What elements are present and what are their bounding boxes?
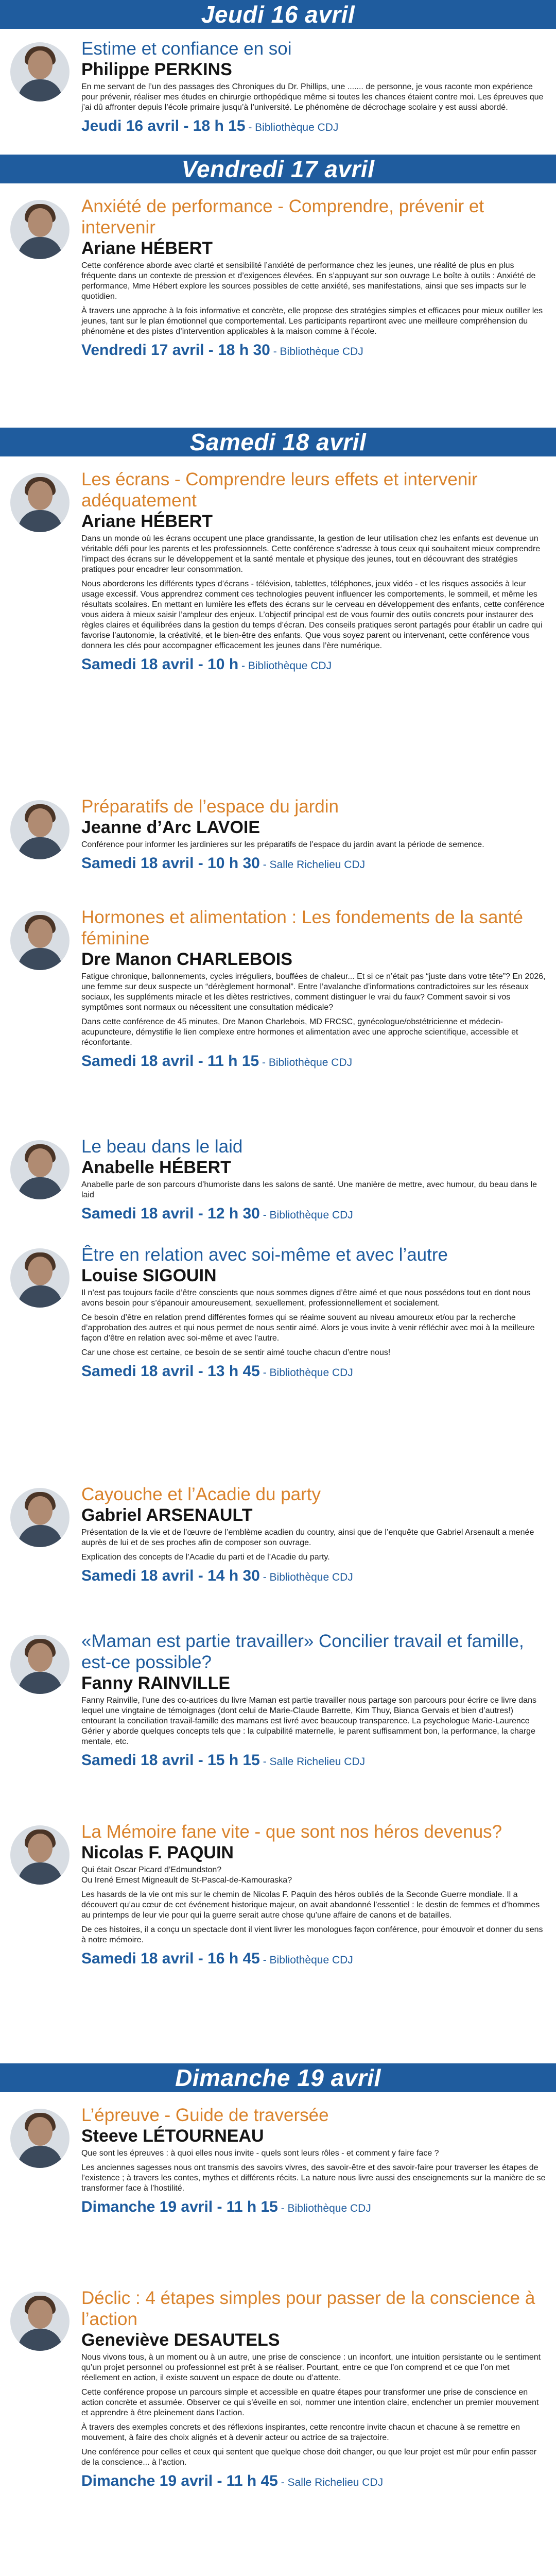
event-datetime: Dimanche 19 avril - 11 h 45 - Salle Richelieu CDJ <box>81 2472 384 2489</box>
event-location: - Bibliothèque CDJ <box>277 2202 371 2214</box>
event-location: - Bibliothèque CDJ <box>245 122 339 133</box>
speaker-photo <box>10 1825 70 1885</box>
speaker-name: Nicolas F. PAQUIN <box>81 1843 234 1862</box>
event-datetime: Jeudi 16 avril - 18 h 15 - Bibliothèque CDJ <box>81 117 339 134</box>
speaker-name: Geneviève DESAUTELS <box>81 2330 280 2350</box>
event-card <box>10 1484 546 1618</box>
event-card <box>10 469 546 783</box>
speaker-name: Gabriel ARSENAULT <box>81 1505 253 1525</box>
event-description: Cette conférence aborde avec clarté et sensibilité l’anxiété de performance chez les jeunes, une réalité de plus en plus fréquente dans un contexte de pression et d’exigences élevées. En s’appuyant sur son ouvrage Le boîte à outils : Anxiété de performance, Mme Hébert explore les sources possibles de cette anxiété, ses manifestations, ainsi que ses impacts sur le quotidien. À travers une approche à la fois informative et concrète, elle propose des stratégies simples et efficaces pour mieux outiller les jeunes, tant sur le plan émotionnel que comportemental. Les participants repartiront avec une meilleure compréhension du phénomène et des pistes d’intervention applicables à la maison comme à l’école. <box>81 261 543 336</box>
event-title: «Maman est partie travailler» Concilier travail et famille, est-ce possible? <box>81 1631 524 1672</box>
event-description: Conférence pour informer les jardinieres sur les préparatifs de l’espace du jardin avant la période de semence. <box>81 840 484 849</box>
speaker-photo <box>10 2109 70 2168</box>
speaker-photo <box>10 1248 70 1308</box>
event-description: Anabelle parle de son parcours d’humoriste dans les salons de santé. Une manière de mettre, avec humour, du beau dans le laid <box>81 1180 537 1199</box>
speaker-photo <box>10 1635 70 1694</box>
speaker-photo <box>10 1488 70 1547</box>
event-datetime: Samedi 18 avril - 14 h 30 - Bibliothèque CDJ <box>81 1567 353 1584</box>
event-datetime: Samedi 18 avril - 16 h 45 - Bibliothèque CDJ <box>81 1950 353 1967</box>
event-card <box>10 2287 546 2576</box>
speaker-name: Fanny RAINVILLE <box>81 1673 231 1693</box>
event-location: - Salle Richelieu CDJ <box>259 859 366 871</box>
event-datetime: Samedi 18 avril - 13 h 45 - Bibliothèque CDJ <box>81 1363 353 1380</box>
event-datetime: Samedi 18 avril - 10 h 30 - Salle Richelieu CDJ <box>81 855 366 872</box>
event-description: Dans un monde où les écrans occupent une place grandissante, la gestion de leur utilisation chez les enfants est devenue un véritable défi pour les parents et les professionnels. Cette conférence s’adresse à tous ceux qui souhaitent mieux comprendre l’impact des écrans sur le développement et la santé mentale et physique des jeunes, tout en découvrant des stratégies pratiques pour encadrer leur consommation. Nous aborderons les différents types d’écrans - télévision, tablettes, téléphones, jeux vidéo - et les risques associés à leur usage excessif. Vous apprendrez comment ces technologies peuvent influencer les comportements, le sommeil, et même les résultats scolaires. En mettant en lumière les effets des écrans sur le cerveau en développement des enfants, cette conférence vous aidera à mieux saisir l’ampleur des enjeux. L’objectif principal est de vous fournir des outils concrets pour instaurer des règles claires et équilibrées dans la gestion du temps d’écran. Des conseils pratiques seront partagés pour établir un cadre qui favorise l’autonomie, la créativité, et le bien-être des enfants. Que vous soyez parent ou intervenant, cette conférence vous donnera les clés pour accompagner efficacement les jeunes dans l’ère numérique. <box>81 534 545 650</box>
day-banner <box>0 0 556 29</box>
speaker-name: Philippe PERKINS <box>81 60 232 79</box>
speaker-name: Louise SIGOUIN <box>81 1266 217 1285</box>
day-banner <box>0 155 556 183</box>
event-datetime: Samedi 18 avril - 12 h 30 - Bibliothèque CDJ <box>81 1205 353 1222</box>
event-title: Estime et confiance en soi <box>81 39 292 59</box>
day-title: Samedi 18 avril <box>189 429 367 455</box>
event-datetime: Samedi 18 avril - 11 h 15 - Bibliothèque CDJ <box>81 1053 353 1070</box>
event-card <box>10 1631 546 1808</box>
event-title: Déclic : 4 étapes simples pour passer de la conscience à l’action <box>81 2288 535 2329</box>
day-banner <box>0 2063 556 2092</box>
speaker-photo <box>10 42 70 101</box>
event-description: Fanny Rainville, l’une des co-autrices du livre Maman est partie travailler nous partage son parcours pour écrire ce livre dans lequel une vingtaine de témoignages (dont celui de Marie-Claude Barrette, Kim Thuy, Bianca Gervais et bien d’autres!) entourant la conciliation travail-famille des mamans est livré avec beaucoup transparence. La psychologue Marie-Laurence Gérier y aborde quelques concepts tels que : la culpabilité maternelle, le parent suffisamment bon, la performance, la charge mentale, etc. <box>81 1696 536 1746</box>
event-card <box>10 1244 546 1471</box>
day-title: Dimanche 19 avril <box>175 2064 381 2091</box>
event-description: Que sont les épreuves : à quoi elles nous invite - quels sont leurs rôles - et comment y faire face ? Les anciennes sagesses nous ont transmis des savoirs vivres, des savoir-être et des savoir-faire pour traverser les étapes de l’existence ; à travers les contes, mythes et différents récits. La nature nous livre aussi des enseignements sur la manière de se transformer face à l’hostilité. <box>81 2149 546 2193</box>
event-location: - Bibliothèque CDJ <box>270 346 363 358</box>
event-description: Présentation de la vie et de l’œuvre de l’emblème acadien du country, ainsi que de l’enquête que Gabriel Arsenault a menée auprès de lui et de ses proches afin de composer son ouvrage. Explication des concepts de l’Acadie du parti et de l’Acadie du party. <box>81 1528 534 1562</box>
event-location: - Bibliothèque CDJ <box>238 660 332 672</box>
speaker-name: Steeve LÉTOURNEAU <box>81 2126 264 2146</box>
speaker-photo <box>10 911 70 970</box>
event-datetime: Samedi 18 avril - 10 h - Bibliothèque CDJ <box>81 656 332 673</box>
event-location: - Bibliothèque CDJ <box>259 1571 353 1583</box>
event-card <box>10 1136 546 1231</box>
day-title: Vendredi 17 avril <box>181 156 375 182</box>
event-location: - Bibliothèque CDJ <box>259 1954 353 1966</box>
event-card <box>10 2105 546 2275</box>
speaker-photo <box>10 473 70 532</box>
speaker-name: Anabelle HÉBERT <box>81 1158 231 1177</box>
event-card <box>10 907 546 1123</box>
event-card <box>10 38 546 141</box>
event-location: - Bibliothèque CDJ <box>259 1057 353 1069</box>
event-datetime: Dimanche 19 avril - 11 h 15 - Bibliothèque CDJ <box>81 2198 371 2215</box>
event-title: Être en relation avec soi-même et avec l’autre <box>81 1245 448 1265</box>
event-title: Anxiété de performance - Comprendre, prévenir et intervenir <box>81 196 484 238</box>
day-banner <box>0 428 556 456</box>
speaker-name: Ariane HÉBERT <box>81 512 213 531</box>
event-location: - Salle Richelieu CDJ <box>277 2477 384 2488</box>
speaker-photo <box>10 200 70 259</box>
speaker-name: Jeanne d’Arc LAVOIE <box>81 818 260 837</box>
speaker-photo <box>10 1140 70 1199</box>
event-card <box>10 196 546 412</box>
event-title: Hormones et alimentation : Les fondements de la santé féminine <box>81 907 523 948</box>
event-datetime: Samedi 18 avril - 15 h 15 - Salle Richelieu CDJ <box>81 1752 366 1769</box>
event-title: Le beau dans le laid <box>81 1137 243 1157</box>
event-description: Fatigue chronique, ballonnements, cycles irréguliers, bouffées de chaleur... Et si ce n’était pas “juste dans votre tête”? En 2026, une femme sur deux suspecte un “dérèglement hormonal”. Entre l’avalanche d’informations contradictoires sur les réseaux sociaux, les suppléments miracle et les diètes restrictives, comment distinguer le vrai du faux? Comment savoir si vos symptômes sont normaux ou nécessitent une consultation médicale? Dans cette conférence de 45 minutes, Dre Manon Charlebois, MD FRCSC, gynécologue/obstétricienne et médecin-acupuncteure, démystifie le lien complexe entre hormones et alimentation avec une approche scientifique, accessible et réconfortante. <box>81 972 546 1047</box>
event-title: Préparatifs de l’espace du jardin <box>81 796 339 817</box>
speaker-photo <box>10 800 70 859</box>
event-location: - Bibliothèque CDJ <box>259 1209 353 1221</box>
event-card <box>10 796 546 894</box>
speaker-photo <box>10 2292 70 2351</box>
event-location: - Salle Richelieu CDJ <box>259 1756 366 1768</box>
day-title: Jeudi 16 avril <box>201 1 355 28</box>
speaker-name: Ariane HÉBERT <box>81 239 213 258</box>
event-title: Les écrans - Comprendre leurs effets et intervenir adéquatement <box>81 469 478 511</box>
event-card <box>10 1821 546 2048</box>
speaker-name: Dre Manon CHARLEBOIS <box>81 950 292 969</box>
event-title: Cayouche et l’Acadie du party <box>81 1484 321 1504</box>
event-description: Il n’est pas toujours facile d’être conscients que nous sommes dignes d’être aimé et que nous possédons tout en dont nous avons besoin pour s’épanouir amoureusement, sexuellement, professionnellement et socialement. Ce besoin d’être en relation prend différentes formes qui se réaime souvent au niveau amoureux et/ou par la recherche d’approbation des autres et qui nous permet de nous sentir aimé. Alors je vous invite à venir réfléchir avec moi à la meilleure façon d’être en relation avec soi-même et avec l’autre. Car une chose est certaine, ce besoin de se sentir aimé touche chacun d’entre nous! <box>81 1289 535 1357</box>
event-description: En me servant de l’un des passages des Chroniques du Dr. Phillips, une ....... de personne, je vous raconte mon expérience pour prévenir, réaliser mes études en chirurgie orthopédique même si toutes les chances étaient contre moi. Les épreuves que j’ai dû affronter depuis l’école primaire jusqu’à l’université. Le phénomène de décrochage scolaire y est aussi abordé. <box>81 82 544 112</box>
event-datetime: Vendredi 17 avril - 18 h 30 - Bibliothèque CDJ <box>81 342 363 359</box>
event-location: - Bibliothèque CDJ <box>259 1367 353 1379</box>
event-title: La Mémoire fane vite - que sont nos héros devenus? <box>81 1822 502 1842</box>
event-title: L’épreuve - Guide de traversée <box>81 2105 329 2125</box>
event-description: Qui était Oscar Picard d’Edmundston? Ou Irené Ernest Migneault de St-Pascal-de-Kamouraska? Les hasards de la vie ont mis sur le chemin de Nicolas F. Paquin des héros oubliés de la Seconde Guerre mondiale. Il a découvert qu’au cœur de cet événement historique majeur, on avait abandonné l’essentiel : le destin de femmes et d’hommes au printemps de leur vie pour qui la guerre serait autre chose qu’une affaire de canons et de batailles. De ces histoires, il a conçu un spectacle dont il vient livrer les monologues façon conférence, pour émouvoir et donner du sens à notre mémoire. <box>81 1866 543 1944</box>
event-description: Nous vivons tous, à un moment ou à un autre, une prise de conscience : un inconfort, une intuition persistante ou le sentiment qu’un projet personnel ou professionnel est prêt à se réaliser. Pourtant, entre ce que l’on comprend et ce que l’on met réellement en action, il existe souvent un espace de doute ou d’attente. Cette conférence propose un parcours simple et accessible en quatre étapes pour transformer une prise de conscience en action concrète et assumée. Observer ce qui s’éveille en soi, nommer une intention claire, enclencher un premier mouvement et apprendre à être pleinement dans l’action. À travers des exemples concrets et des réflexions inspirantes, cette rencontre invite chacun et chacune à se remettre en mouvement, à faire des choix alignés et à devenir acteur ou actrice de sa trajectoire. Une conférence pour celles et ceux qui sentent que quelque chose doit changer, ou que leur projet est mûr pour enfin passer de la conscience... à l’action. <box>81 2353 541 2467</box>
